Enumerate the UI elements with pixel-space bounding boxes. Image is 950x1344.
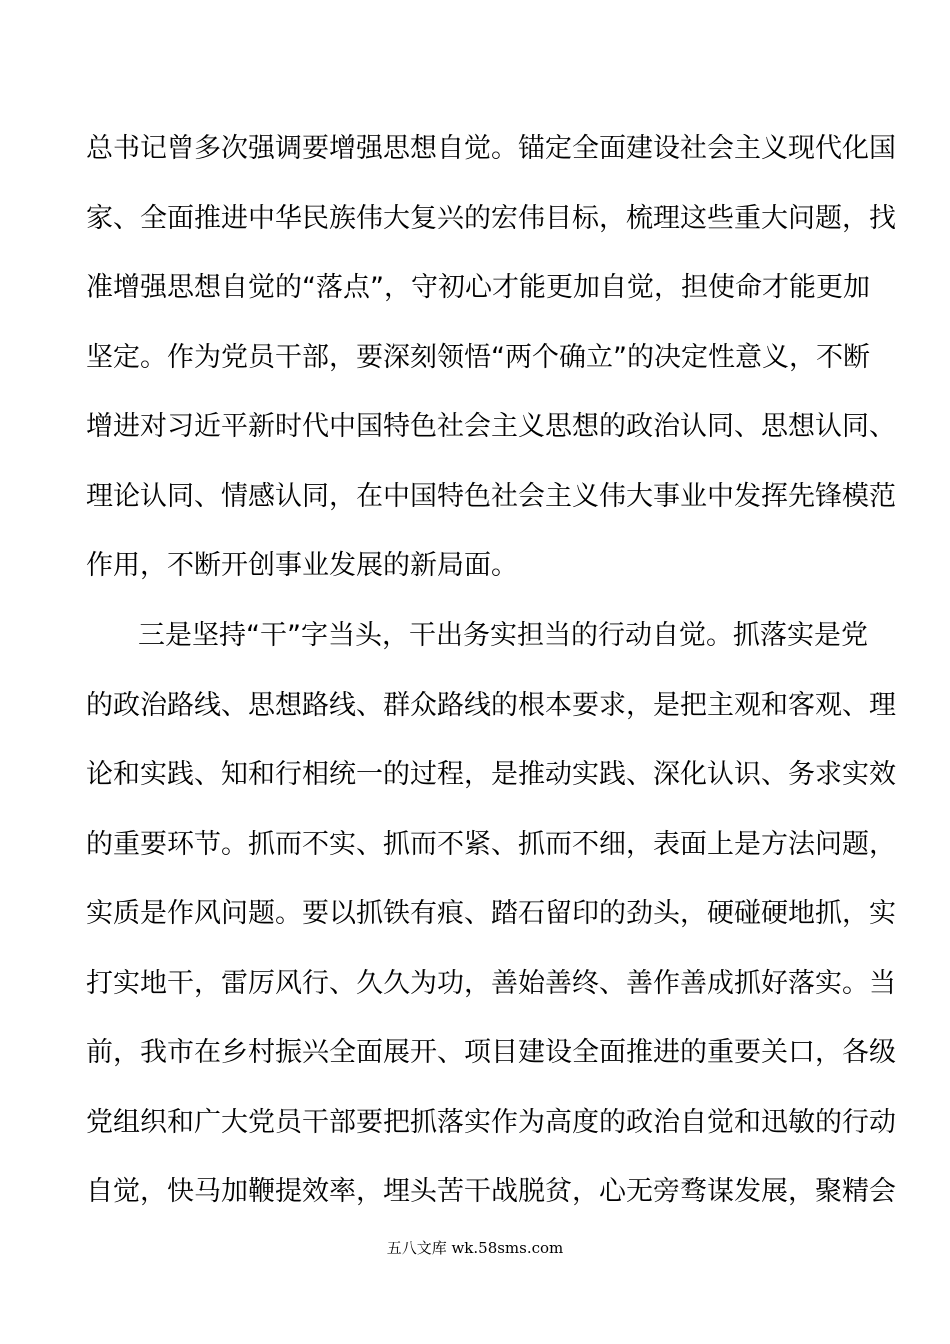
text-line: 总书记曾多次强调要增强思想自觉。锚定全面建设社会主义现代化国 [86, 133, 896, 164]
text-line: 理论认同、情感认同，在中国特色社会主义伟大事业中发挥先锋模范 [86, 481, 896, 512]
text-line: 增进对习近平新时代中国特色社会主义思想的政治认同、思想认同、 [86, 411, 896, 442]
text-line: 的重要环节。抓而不实、抓而不紧、抓而不细，表面上是方法问题， [86, 829, 896, 860]
page-footer: 五八文库 wk.58sms.com [386, 1239, 564, 1257]
text-line: 论和实践、知和行相统一的过程，是推动实践、深化认识、务求实效 [86, 759, 896, 790]
paragraph-first-line: 三是坚持“干”字当头，干出务实担当的行动自觉。抓落实是党 [138, 620, 868, 651]
text-line: 实质是作风问题。要以抓铁有痕、踏石留印的劲头，硬碰硬地抓，实 [86, 898, 896, 929]
text-line: 作用，不断开创事业发展的新局面。 [86, 550, 518, 581]
text-line: 打实地干，雷厉风行、久久为功，善始善终、善作善成抓好落实。当 [86, 968, 896, 999]
text-line: 准增强思想自觉的“落点”，守初心才能更加自觉，担使命才能更加 [86, 272, 870, 303]
text-line: 自觉，快马加鞭提效率，埋头苦干战脱贫，心无旁骛谋发展，聚精会 [86, 1176, 896, 1207]
text-line: 前，我市在乡村振兴全面展开、项目建设全面推进的重要关口，各级 [86, 1037, 896, 1068]
text-line: 家、全面推进中华民族伟大复兴的宏伟目标，梳理这些重大问题，找 [86, 203, 896, 234]
text-line: 的政治路线、思想路线、群众路线的根本要求，是把主观和客观、理 [86, 690, 896, 721]
text-line: 坚定。作为党员干部，要深刻领悟“两个确立”的决定性意义，不断 [86, 342, 870, 373]
text-line: 党组织和广大党员干部要把抓落实作为高度的政治自觉和迅敏的行动 [86, 1107, 896, 1138]
